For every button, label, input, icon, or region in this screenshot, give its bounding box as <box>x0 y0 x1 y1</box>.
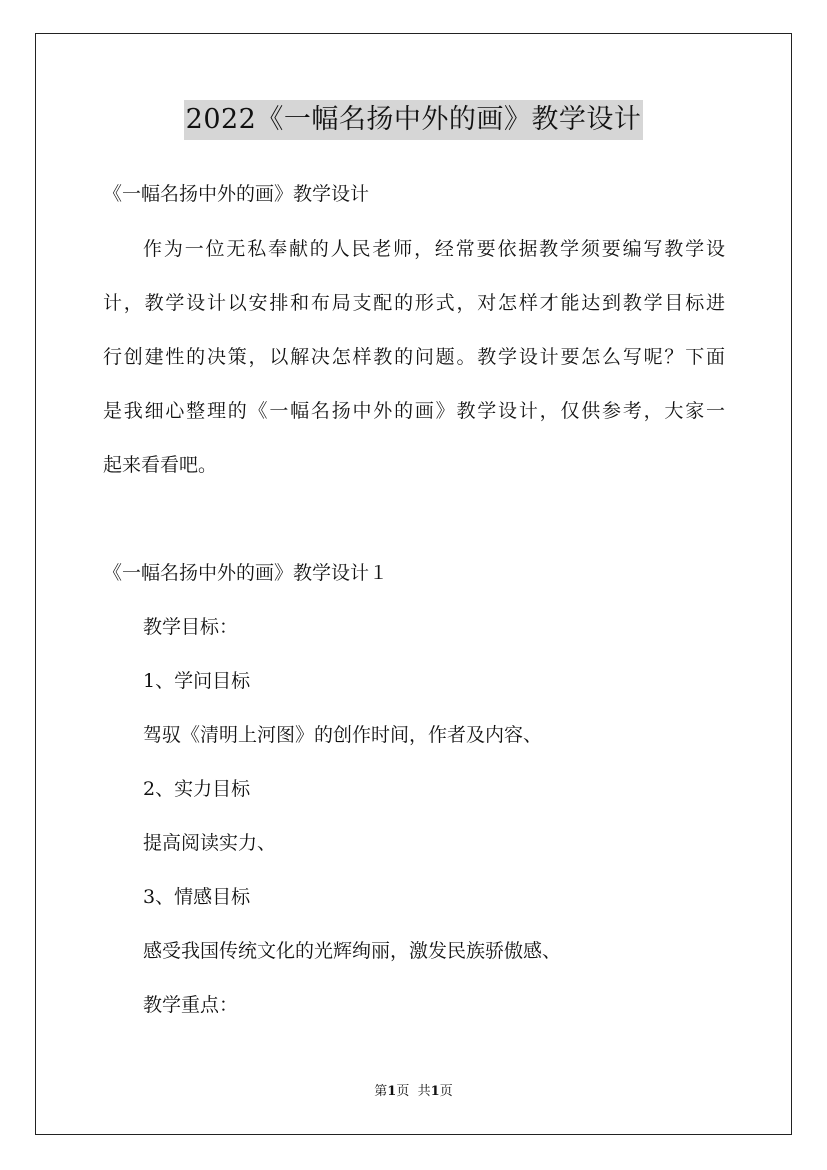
intro-line-5: 起来看看吧。 <box>103 454 218 476</box>
document-subtitle: 《一幅名扬中外的画》教学设计 <box>103 183 370 205</box>
list-item: 教学重点： <box>143 994 239 1016</box>
document-title: 2022《一幅名扬中外的画》教学设计 <box>184 100 644 140</box>
footer-total-prefix: 共 <box>417 1084 431 1099</box>
footer-page-prefix: 第 <box>374 1084 388 1099</box>
title-container <box>0 100 827 140</box>
intro-line-1: 作为一位无私奉献的人民老师，经常要依据教学须要编写教学设 <box>143 238 725 260</box>
footer-total-number: 1 <box>430 1084 440 1099</box>
list-item: 提高阅读实力、 <box>143 832 277 854</box>
page-footer <box>0 1083 827 1101</box>
list-item: 教学目标： <box>143 616 239 638</box>
footer-page-number: 1 <box>387 1084 397 1099</box>
footer-page-suffix: 页 <box>396 1084 410 1099</box>
intro-line-4: 是我细心整理的《一幅名扬中外的画》教学设计，仅供参考，大家一 <box>103 400 725 422</box>
list-item: 驾驭《清明上河图》的创作时间，作者及内容、 <box>143 724 543 746</box>
list-item: 感受我国传统文化的光辉绚丽，激发民族骄傲感、 <box>143 940 562 962</box>
list-item: 3、情感目标 <box>143 886 251 908</box>
intro-line-3: 行创建性的决策，以解决怎样教的问题。教学设计要怎么写呢？下面 <box>103 346 725 368</box>
section-heading: 《一幅名扬中外的画》教学设计１ <box>103 562 389 584</box>
footer-total-suffix: 页 <box>439 1084 453 1099</box>
list-item: 2、实力目标 <box>143 778 251 800</box>
list-item: 1、学问目标 <box>143 670 251 692</box>
intro-line-2: 计，教学设计以安排和布局支配的形式，对怎样才能达到教学目标进 <box>103 292 725 314</box>
